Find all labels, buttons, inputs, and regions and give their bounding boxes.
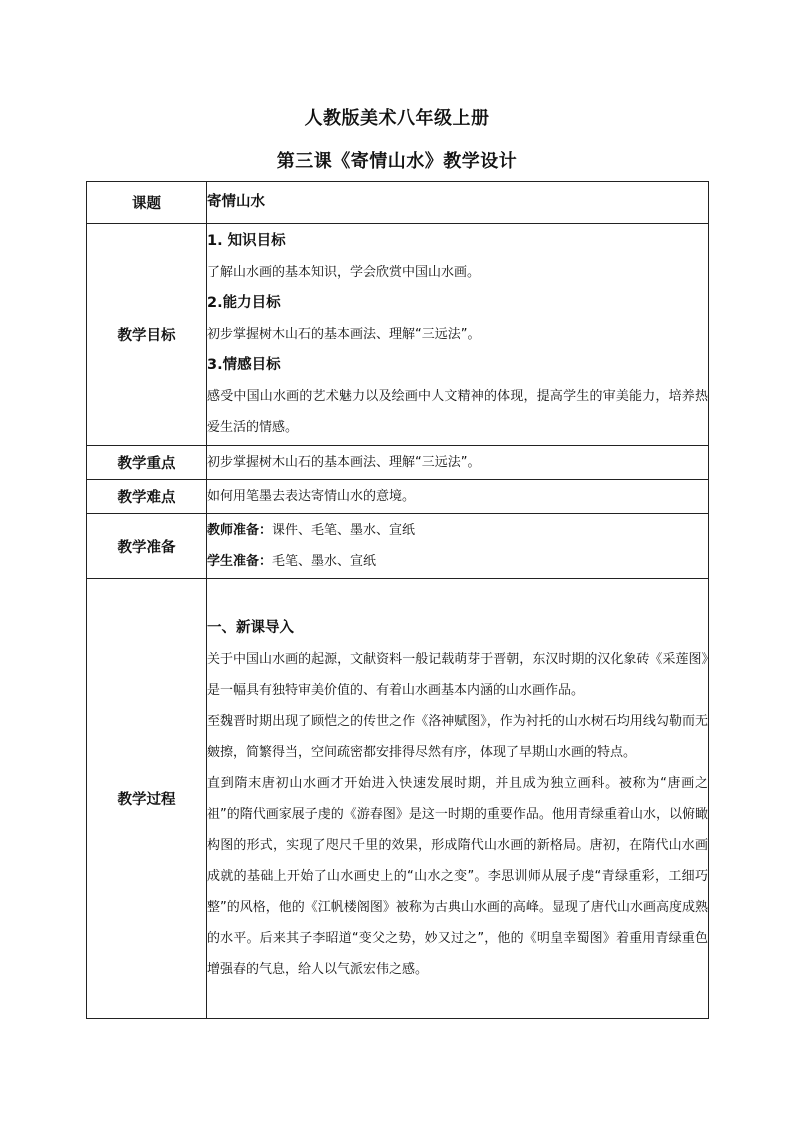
focus-value: 初步掌握树木山石的基本画法、理解“三远法”。 [207,446,709,480]
focus-label: 教学重点 [87,446,207,480]
row-focus [87,446,709,480]
row-difficulty [87,480,709,514]
prep-cell [207,514,709,579]
topic-label: 课题 [87,182,207,224]
goal-knowledge-text: 了解山水画的基本知识，学会欣赏中国山水画。 [207,265,481,280]
process-paragraph-1: 关于中国山水画的起源，文献资料一般记载萌芽于晋朝，东汉时期的汉化象砖《采莲图》是一幅具有独特审美价值的、有着山水画基本内涵的山水画作品。 [207,651,708,698]
row-prep [87,514,709,579]
topic-value: 寄情山水 [207,194,265,210]
difficulty-label: 教学难点 [87,480,207,514]
lesson-plan-table [86,181,709,1019]
row-process [87,579,709,1019]
row-goals [87,224,709,446]
goal-emotion-heading: 3.情感目标 [207,357,281,373]
goal-knowledge-heading: 1. 知识目标 [207,233,286,249]
process-paragraph-2: 至魏晋时期出现了顾恺之的传世之作《洛神赋图》，作为衬托的山水树石均用线勾勒而无皴擦，简繁得当，空间疏密都安排得尽然有序，体现了早期山水画的特点。 [207,713,708,760]
process-label: 教学过程 [87,579,207,1019]
process-heading: 一、新课导入 [207,619,294,636]
prep-teacher-label: 教师准备： [207,523,273,538]
prep-student-value: 毛笔、墨水、宣纸 [272,554,377,569]
prep-student [207,546,708,577]
prep-label: 教学准备 [87,514,207,579]
row-topic [87,182,709,224]
goals-cell [207,224,709,446]
document-title: 人教版美术八年级上册 [304,108,490,129]
goals-label: 教学目标 [87,224,207,446]
goal-emotion-text: 感受中国山水画的艺术魅力以及绘画中人文精神的体现，提高学生的审美能力，培养热爱生活的情感。 [207,389,708,435]
topic-cell [207,182,709,224]
difficulty-value: 如何用笔墨去表达寄情山水的意境。 [207,480,709,514]
prep-teacher-value: 课件、毛笔、墨水、宣纸 [272,523,416,538]
goal-ability-heading: 2.能力目标 [207,295,281,311]
prep-student-label: 学生准备： [207,554,273,569]
process-cell [207,579,709,1019]
prep-teacher [207,515,708,546]
document-subtitle: 第三课《寄情山水》教学设计 [276,151,518,172]
process-paragraph-3: 直到隋末唐初山水画才开始进入快速发展时期，并且成为独立画科。被称为“唐画之祖”的隋代画家展子虔的《游春图》是这一时期的重要作品。他用青绿重着山水，以俯瞰构图的形式，实现了咫尺千里的效果，形成隋代山水画的新格局。唐初，在隋代山水画成就的基础上开始了山水画史上的“山水之变”。李思训师从展子虔“青绿重彩，工细巧整”的风格，他的《江帆楼阁图》被称为古典山水画的高峰。显现了唐代山水画高度成熟的水平。后来其子李昭道“变父之势，妙又过之”，他的《明皇幸蜀图》着重用青绿重色增强春的气息，给人以气派宏伟之感。 [207,775,708,977]
goal-ability-text: 初步掌握树木山石的基本画法、理解“三远法”。 [207,327,481,342]
